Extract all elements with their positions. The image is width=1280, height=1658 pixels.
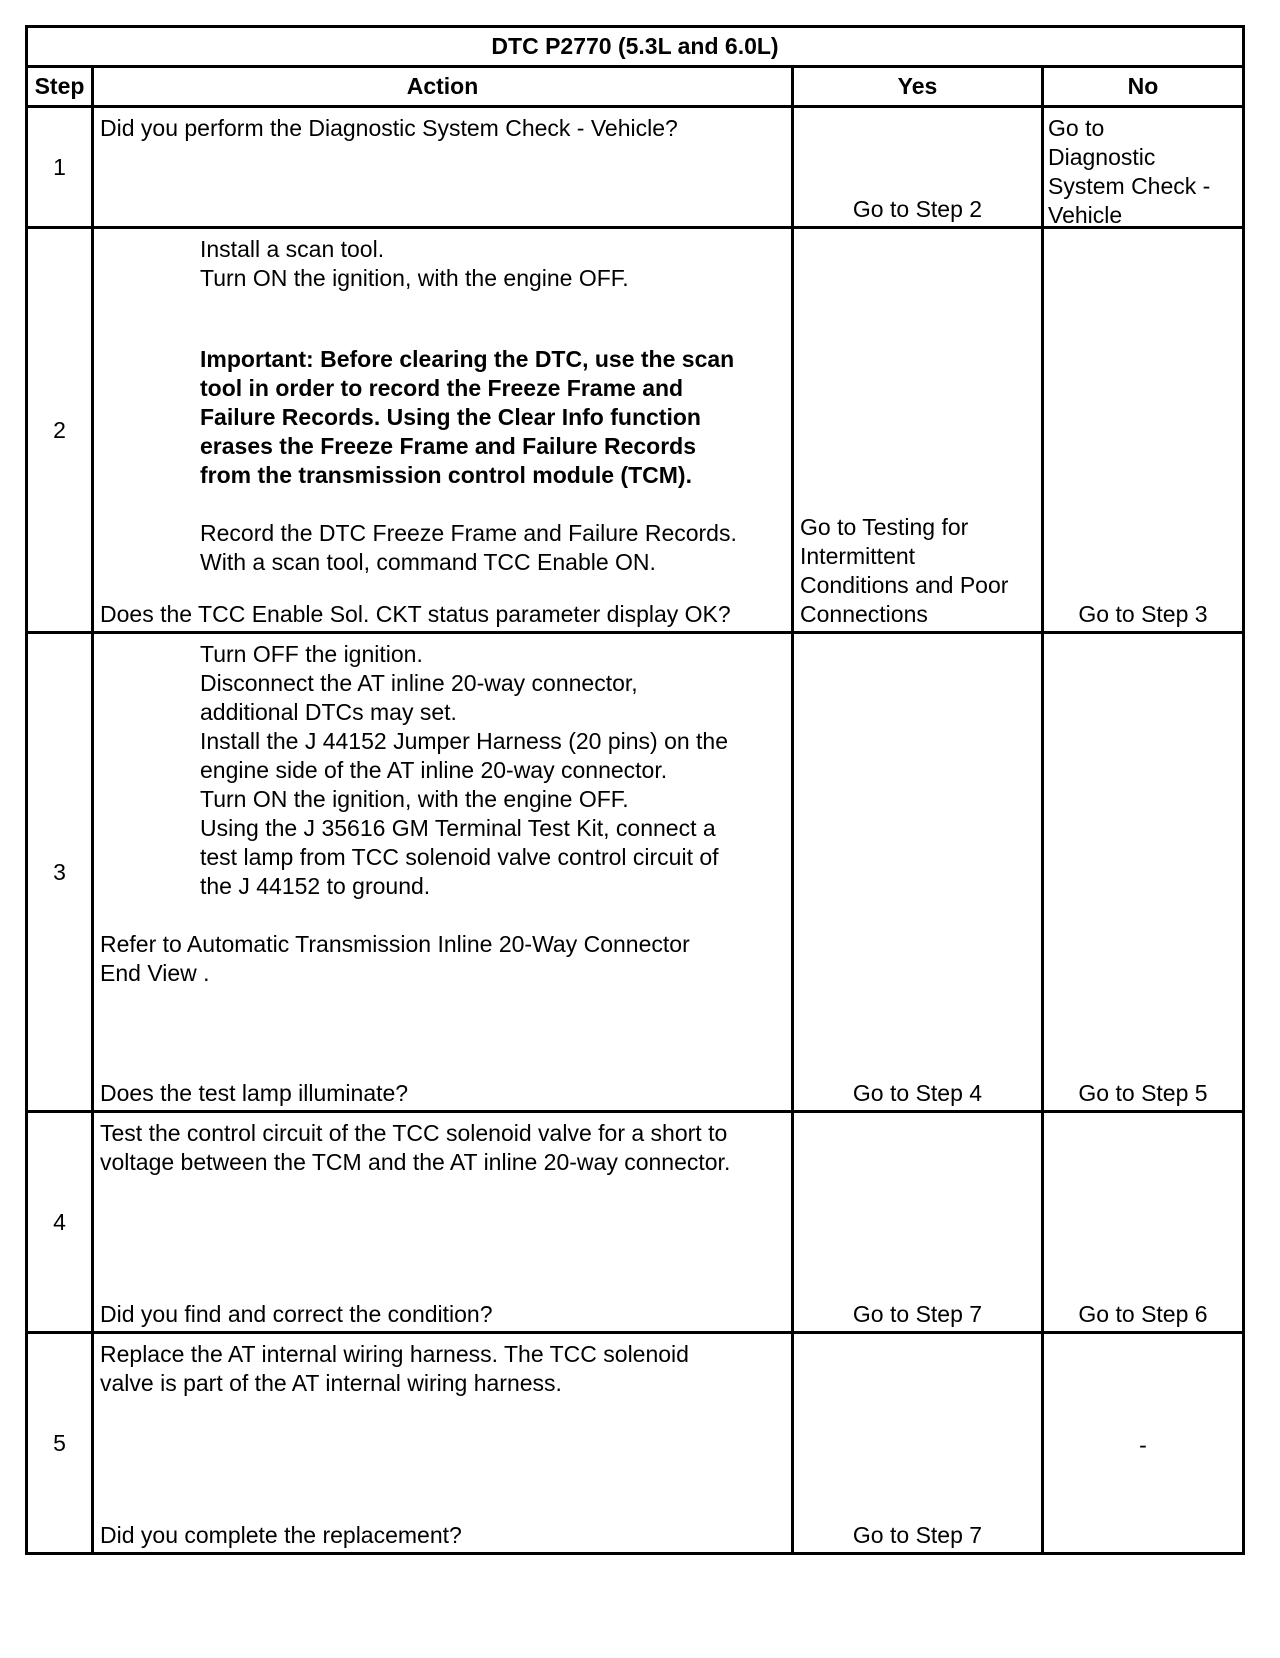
action-line: Turn OFF the ignition.	[200, 641, 423, 667]
action-line: Turn ON the ignition, with the engine OFF.	[200, 786, 629, 812]
no-cell	[1043, 1112, 1244, 1333]
yes-line: Go to Step 7	[852, 1301, 983, 1327]
yes-line: Go to Testing for	[800, 514, 969, 540]
action-text	[100, 1340, 785, 1398]
yes-cell	[793, 633, 1043, 1112]
yes-cell	[793, 228, 1043, 633]
yes-cell	[793, 1333, 1043, 1554]
no-line: Go to	[1048, 115, 1105, 141]
yes-line: Go to Step 7	[852, 1522, 983, 1548]
no-cell	[1043, 1333, 1244, 1554]
action-line: Replace the AT internal wiring harness. The TCC solenoid	[100, 1341, 689, 1367]
table-row	[27, 633, 1244, 1112]
yes-line: Go to Step 2	[852, 196, 983, 222]
action-question: Did you complete the replacement?	[100, 1522, 462, 1548]
action-line: Record the DTC Freeze Frame and Failure Records.	[200, 520, 737, 546]
no-line: -	[1139, 1431, 1147, 1458]
no-line: Diagnostic	[1048, 144, 1156, 170]
step-number: 4	[27, 1112, 93, 1333]
action-line: Did you perform the Diagnostic System Check - Vehicle?	[100, 115, 678, 141]
yes-line: Intermittent	[800, 543, 916, 569]
action-line: engine side of the AT inline 20-way connector.	[200, 757, 668, 783]
no-cell	[1043, 228, 1244, 633]
action-text	[100, 114, 785, 143]
title-row	[27, 27, 1244, 67]
table-row	[27, 107, 1244, 228]
action-cell	[93, 228, 793, 633]
important-note-line: Failure Records. Using the Clear Info function	[200, 404, 701, 430]
header-yes: Yes	[793, 67, 1043, 107]
table-title: DTC P2770 (5.3L and 6.0L)	[27, 27, 1244, 67]
no-line: System Check -	[1048, 173, 1211, 199]
action-line: Test the control circuit of the TCC solenoid valve for a short to	[100, 1120, 728, 1146]
table-row	[27, 1112, 1244, 1333]
table-row	[27, 228, 1244, 633]
header-action: Action	[93, 67, 793, 107]
action-line: Install the J 44152 Jumper Harness (20 pins) on the	[200, 728, 729, 754]
action-cell	[93, 1112, 793, 1333]
action-line: Turn ON the ignition, with the engine OFF.	[200, 265, 629, 291]
important-note-line: from the transmission control module (TCM).	[200, 462, 692, 488]
yes-line: Go to Step 4	[852, 1080, 983, 1106]
step-number: 2	[27, 228, 93, 633]
yes-line: Connections	[800, 601, 928, 627]
action-line: Disconnect the AT inline 20-way connector,	[200, 670, 638, 696]
header-no: No	[1043, 67, 1244, 107]
dtc-table	[25, 25, 1245, 1555]
action-text	[100, 640, 785, 988]
action-line: the J 44152 to ground.	[200, 873, 431, 899]
action-line: voltage between the TCM and the AT inline 20-way connector.	[100, 1149, 731, 1175]
action-cell	[93, 1333, 793, 1554]
action-question: Does the test lamp illuminate?	[100, 1080, 409, 1106]
important-note-line: Important: Before clearing the DTC, use the scan	[200, 346, 735, 372]
action-line: test lamp from TCC solenoid valve control circuit of	[200, 844, 719, 870]
important-note-line: erases the Freeze Frame and Failure Records	[200, 433, 696, 459]
no-line: Vehicle	[1048, 202, 1123, 228]
refer-line: End View .	[100, 960, 210, 986]
action-line: With a scan tool, command TCC Enable ON.	[200, 549, 656, 575]
step-number: 3	[27, 633, 93, 1112]
step-number: 5	[27, 1333, 93, 1554]
no-cell	[1043, 107, 1244, 228]
yes-cell	[793, 1112, 1043, 1333]
action-line: Using the J 35616 GM Terminal Test Kit, connect a	[200, 815, 716, 841]
yes-line: Conditions and Poor	[800, 572, 1009, 598]
important-note-line: tool in order to record the Freeze Frame and	[200, 375, 684, 401]
action-line: valve is part of the AT internal wiring harness.	[100, 1370, 562, 1396]
action-question: Did you find and correct the condition?	[100, 1301, 493, 1327]
no-cell	[1043, 633, 1244, 1112]
refer-line: Refer to Automatic Transmission Inline 20-Way Connector	[100, 931, 690, 957]
header-row	[27, 67, 1244, 107]
step-number: 1	[27, 107, 93, 228]
no-line: Go to Step 6	[1078, 1301, 1208, 1327]
action-question: Does the TCC Enable Sol. CKT status parameter display OK?	[100, 601, 731, 627]
table-row	[27, 1333, 1244, 1554]
no-line: Go to Step 3	[1078, 601, 1208, 627]
action-line: Install a scan tool.	[200, 236, 385, 262]
action-cell	[93, 633, 793, 1112]
action-cell	[93, 107, 793, 228]
no-line: Go to Step 5	[1078, 1080, 1208, 1106]
action-text	[100, 235, 785, 577]
yes-cell	[793, 107, 1043, 228]
action-text	[100, 1119, 785, 1177]
action-line: additional DTCs may set.	[200, 699, 457, 725]
header-step: Step	[27, 67, 93, 107]
